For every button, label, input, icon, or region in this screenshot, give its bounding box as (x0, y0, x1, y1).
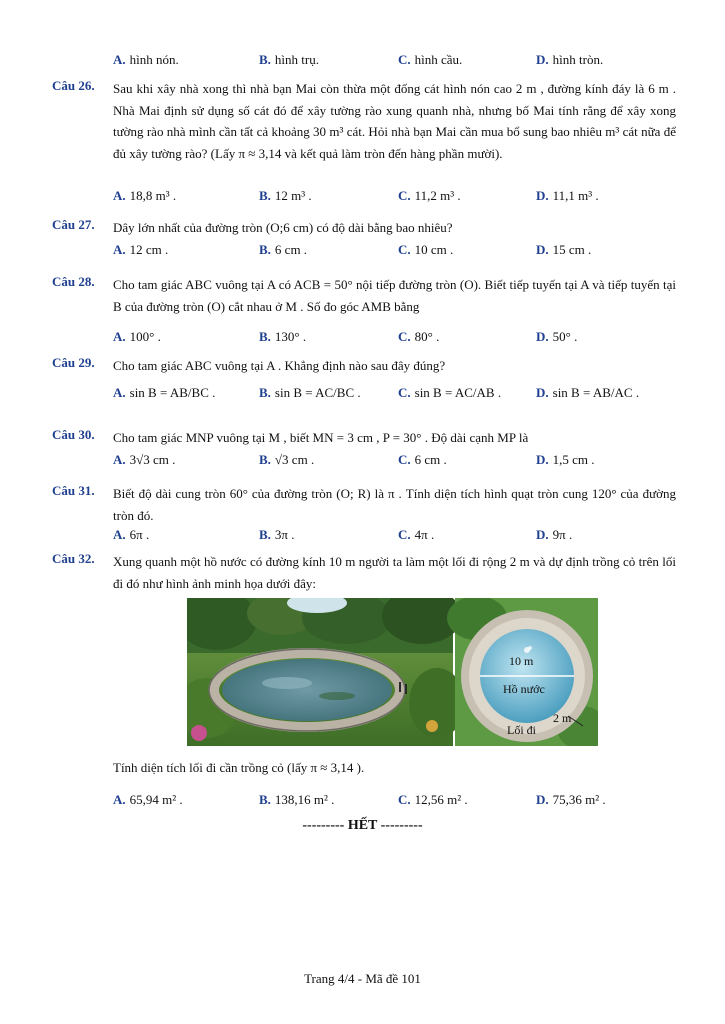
answer-options (113, 450, 676, 470)
option-a[interactable]: A. 100° . (113, 329, 161, 344)
answer-options (113, 240, 676, 260)
answer-options (113, 186, 676, 206)
option-d[interactable]: D. hình tròn. (536, 52, 604, 67)
option-a[interactable]: A. 6π . (113, 527, 150, 542)
question-31 (52, 483, 676, 542)
question-number: Câu 30. (52, 427, 95, 442)
option-d[interactable]: D. 1,5 cm . (536, 452, 595, 467)
option-a[interactable]: A. 18,8 m³ . (113, 188, 177, 203)
option-c[interactable]: C. 80° . (398, 329, 440, 344)
option-b[interactable]: B. 6 cm . (259, 242, 308, 257)
path-label: Lối đi (507, 723, 536, 737)
lake-label: Hồ nước (503, 682, 545, 696)
option-d[interactable]: D. 9π . (536, 527, 573, 542)
option-b[interactable]: B. 3π . (259, 527, 295, 542)
diameter-label: 10 m (509, 654, 534, 668)
question-text: Cho tam giác MNP vuông tại M , biết MN = 3 cm , P = 30° . Độ dài cạnh MP là (113, 430, 529, 445)
question-text: Xung quanh một hồ nước có đường kính 10 m người ta làm một lối đi rộng 2 m và dự định trồng cỏ trên lối đi đó như hình ảnh minh họa dưới đây: (113, 554, 676, 591)
option-a[interactable]: A. sin B = AB/BC . (113, 385, 216, 400)
lake-photo-and-diagram (187, 598, 598, 746)
park-photo (187, 598, 465, 746)
question-text: Cho tam giác ABC vuông tại A . Khẳng định nào sau đây đúng? (113, 358, 446, 373)
option-c[interactable]: C. 10 cm . (398, 242, 454, 257)
option-d[interactable]: D. 75,36 m² . (536, 792, 606, 807)
question-text: Cho tam giác ABC vuông tại A có ACB = 50° nội tiếp đường tròn (O). Biết tiếp tuyến tại A và tiếp tuyến tại B của đường tròn (O) cắt nhau ở M . Số đo góc AMB bằng (113, 277, 676, 314)
answer-options (113, 525, 676, 545)
option-a[interactable]: A. hình nón. (113, 52, 179, 67)
end-marker: --------- HẾT --------- (302, 818, 423, 833)
option-d[interactable]: D. 15 cm . (536, 242, 592, 257)
option-b[interactable]: B. √3 cm . (259, 452, 315, 467)
option-d[interactable]: D. 50° . (536, 329, 578, 344)
option-d[interactable]: D. sin B = AB/AC . (536, 385, 640, 400)
question-text: Tính diện tích lối đi cần trồng cỏ (lấy π ≈ 3,14 ). (113, 760, 365, 775)
question-number: Câu 27. (52, 217, 95, 232)
question-32 (52, 551, 676, 594)
question-30 (52, 427, 676, 467)
question-text: Dây lớn nhất của đường tròn (O;6 cm) có độ dài bằng bao nhiêu? (113, 220, 453, 235)
answer-options (113, 327, 676, 347)
option-c[interactable]: C. 4π . (398, 527, 435, 542)
page-footer: Trang 4/4 - Mã đề 101 (304, 971, 421, 986)
option-c[interactable]: C. 6 cm . (398, 452, 447, 467)
option-b[interactable]: B. 138,16 m² . (259, 792, 335, 807)
width-label: 2 m (553, 711, 572, 725)
option-a[interactable]: A. 65,94 m² . (113, 792, 183, 807)
lake-diagram (447, 598, 598, 746)
option-c[interactable]: C. 11,2 m³ . (398, 188, 461, 203)
option-b[interactable]: B. sin B = AC/BC . (259, 385, 361, 400)
answer-options (113, 50, 676, 70)
question-number: Câu 26. (52, 78, 95, 93)
option-a[interactable]: A. 3√3 cm . (113, 452, 176, 467)
question-27 (52, 217, 676, 257)
question-32-continued (52, 757, 676, 807)
question-text: Sau khi xây nhà xong thì nhà bạn Mai còn thừa một đống cát hình nón cao 2 m , đường kính đáy là 6 m . Nhà Mai định sử dụng số cát đó để xây tường rào xung quanh nhà, nhưng bố Mai tính rằng để xây xong tường rào nhà mình cần tất cả khoảng 30 m³ cát. Hỏi nhà bạn Mai cần mua bổ sung bao nhiêu m³ cát nữa để đủ xây tường rào? (Lấy π ≈ 3,14 và kết quả làm tròn đến hàng phần mười). (113, 81, 676, 161)
question-number: Câu 28. (52, 274, 95, 289)
question-29 (52, 355, 676, 400)
option-b[interactable]: B. 130° . (259, 329, 307, 344)
lake-illustration (187, 598, 598, 746)
question-26 (52, 78, 676, 203)
option-c[interactable]: C. 12,56 m² . (398, 792, 468, 807)
question-28 (52, 274, 676, 344)
option-b[interactable]: B. 12 m³ . (259, 188, 312, 203)
option-a[interactable]: A. 12 cm . (113, 242, 169, 257)
answer-options (113, 383, 676, 403)
question-number: Câu 32. (52, 551, 95, 566)
option-c[interactable]: C. sin B = AC/AB . (398, 385, 502, 400)
answer-options (113, 790, 676, 810)
option-b[interactable]: B. hình trụ. (259, 52, 319, 67)
question-number: Câu 31. (52, 483, 95, 498)
question-number: Câu 29. (52, 355, 95, 370)
question-text: Biết độ dài cung tròn 60° của đường tròn (O; R) là π . Tính diện tích hình quạt tròn cung 120° của đường tròn đó. (113, 486, 676, 523)
option-d[interactable]: D. 11,1 m³ . (536, 188, 599, 203)
option-c[interactable]: C. hình cầu. (398, 52, 463, 67)
